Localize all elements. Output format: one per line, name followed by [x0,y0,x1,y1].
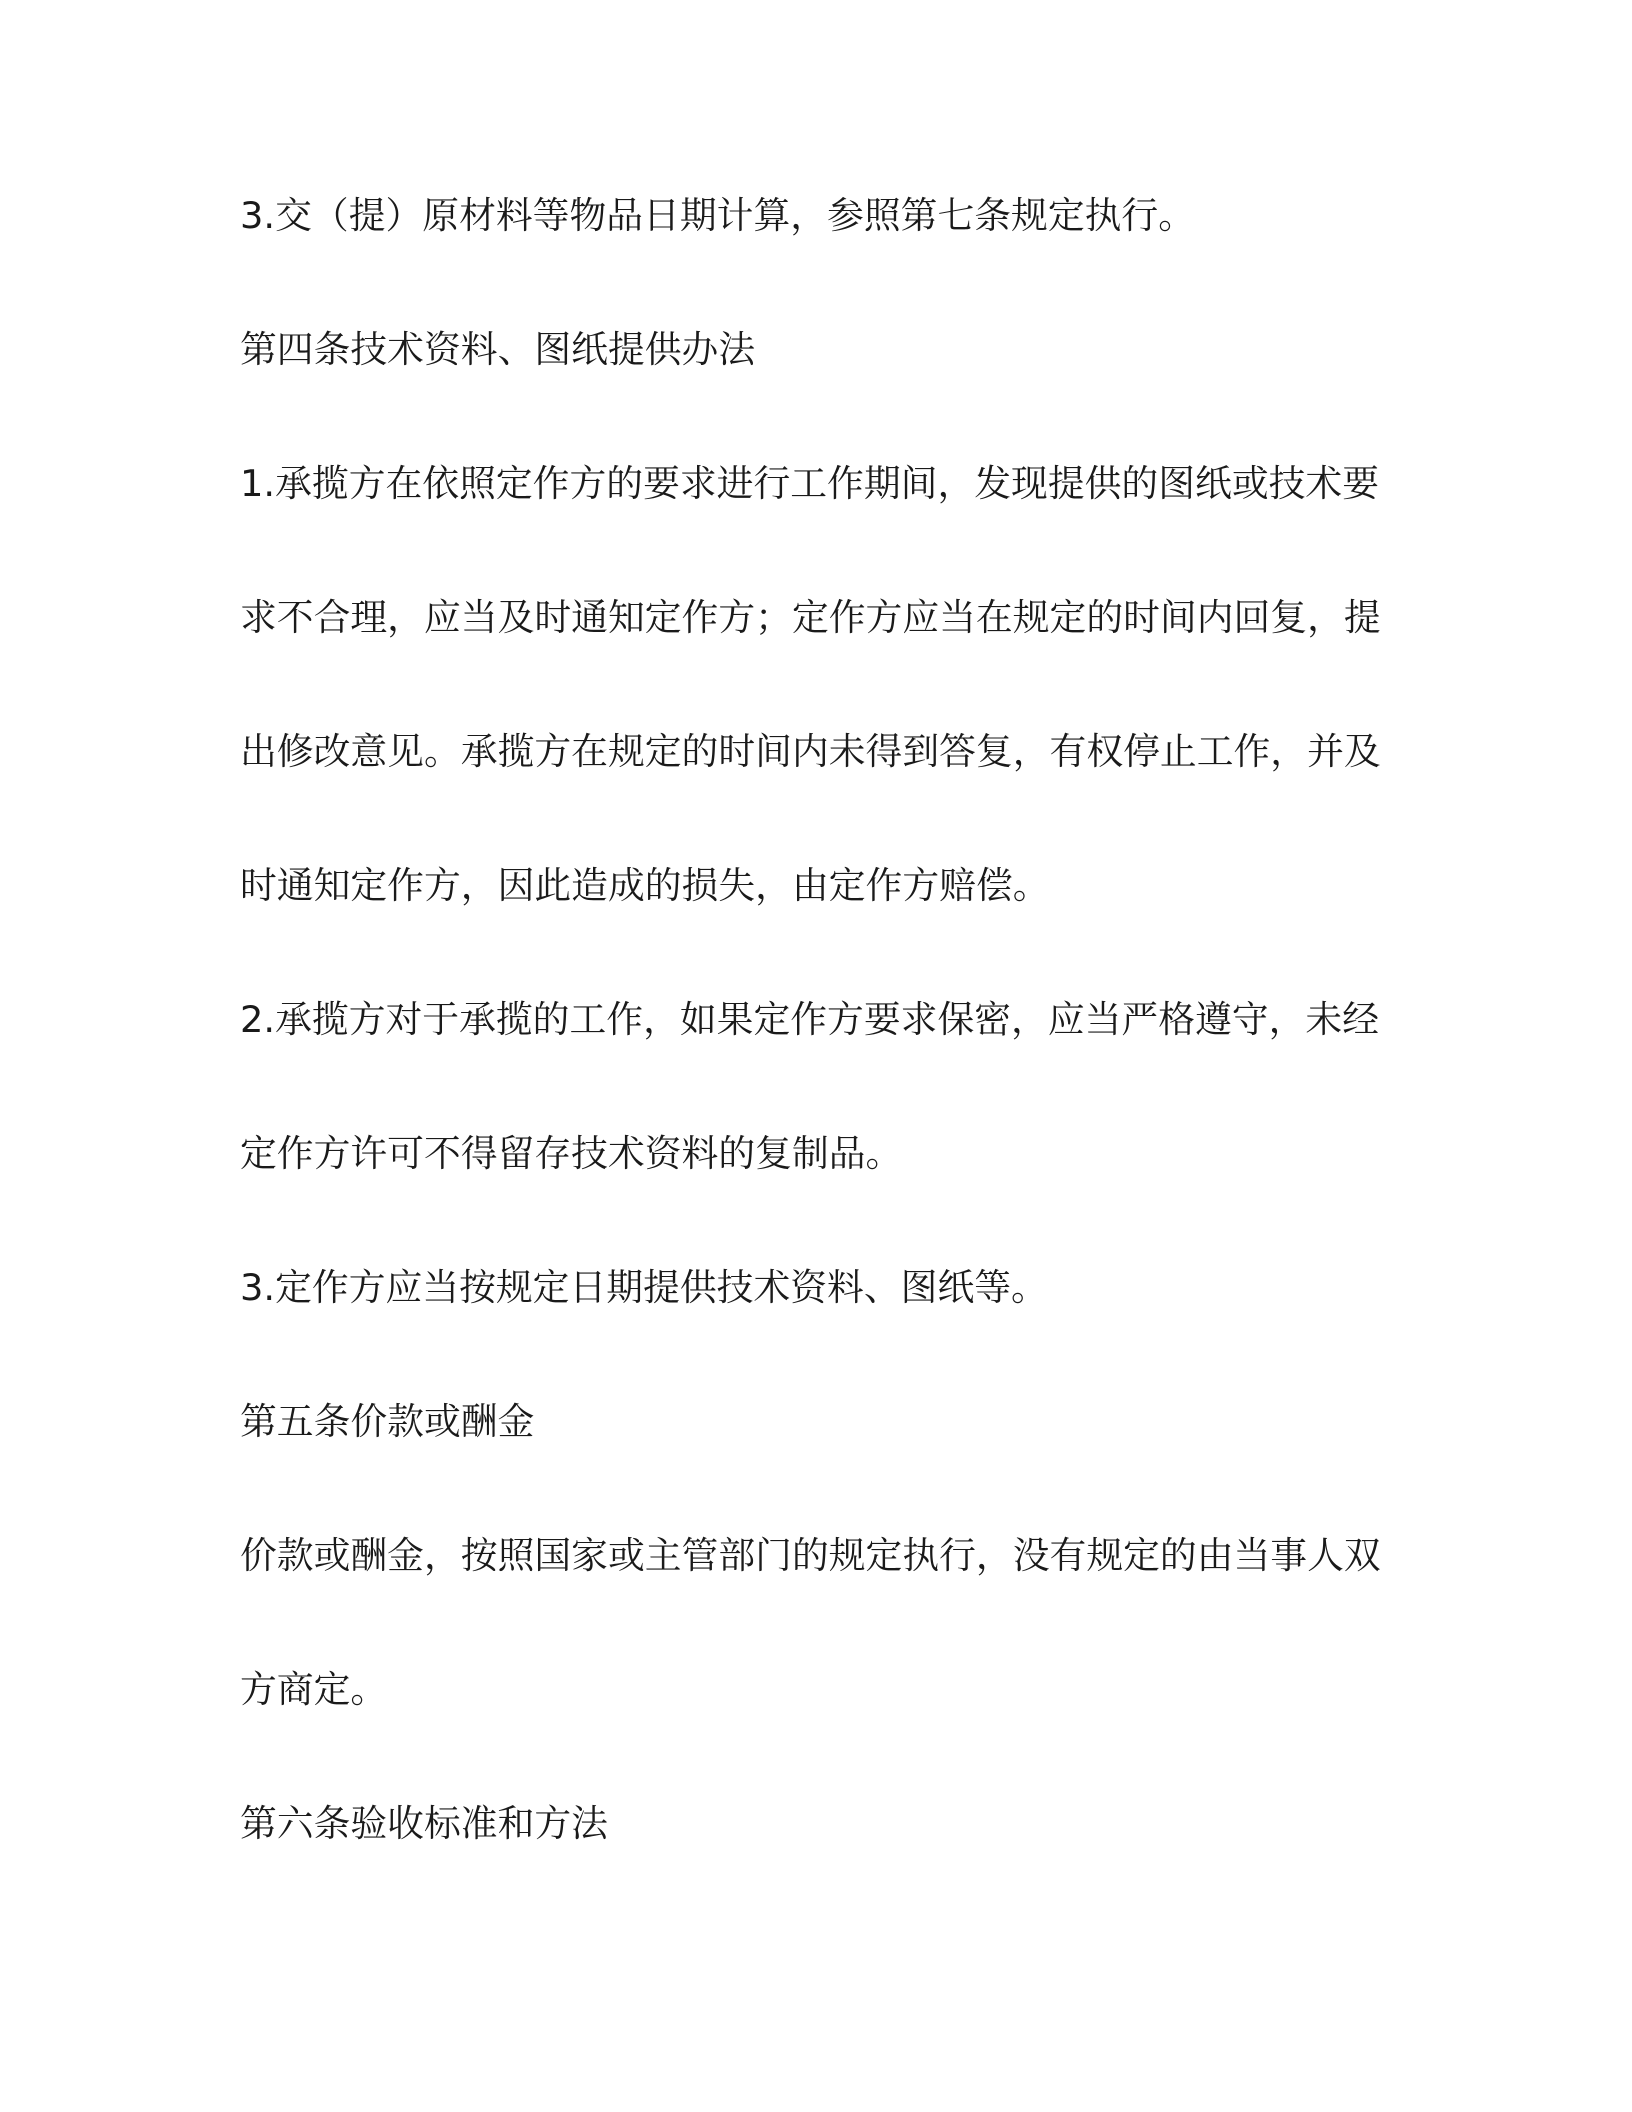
section-heading-article-4 [240,283,1410,417]
text-line: 3.交（提）原材料等物品日期计算，参照第七条规定执行。 [240,194,1196,237]
section-heading-article-6 [240,1757,1410,1891]
text-line: 3.定作方应当按规定日期提供技术资料、图纸等。 [240,1266,1048,1309]
text-line: 1.承揽方在依照定作方的要求进行工作期间，发现提供的图纸或技术要 [240,462,1380,505]
text-line: 出修改意见。承揽方在规定的时间内未得到答复，有权停止工作，并及 [240,730,1381,773]
text-line: 求不合理，应当及时通知定作方；定作方应当在规定的时间内回复，提 [240,596,1381,639]
document-body [240,149,1410,1891]
paragraph-item-1-unreasonable-drawings [240,417,1410,953]
heading-line: 第五条价款或酬金 [240,1400,535,1443]
section-heading-article-5 [240,1355,1410,1489]
text-line: 2.承揽方对于承揽的工作，如果定作方要求保密，应当严格遵守，未经 [240,998,1380,1041]
text-line: 价款或酬金，按照国家或主管部门的规定执行，没有规定的由当事人双 [240,1534,1381,1577]
paragraph-item-2-confidentiality [240,953,1410,1221]
paragraph-price-or-remuneration [240,1489,1410,1757]
paragraph-item-3-provide-materials [240,1221,1410,1355]
text-line: 方商定。 [240,1668,388,1711]
text-line: 定作方许可不得留存技术资料的复制品。 [240,1132,903,1175]
text-line: 时通知定作方，因此造成的损失，由定作方赔偿。 [240,864,1050,907]
paragraph-item-3-material-dates [240,149,1410,283]
heading-line: 第四条技术资料、图纸提供办法 [240,328,756,371]
heading-line: 第六条验收标准和方法 [240,1802,608,1845]
